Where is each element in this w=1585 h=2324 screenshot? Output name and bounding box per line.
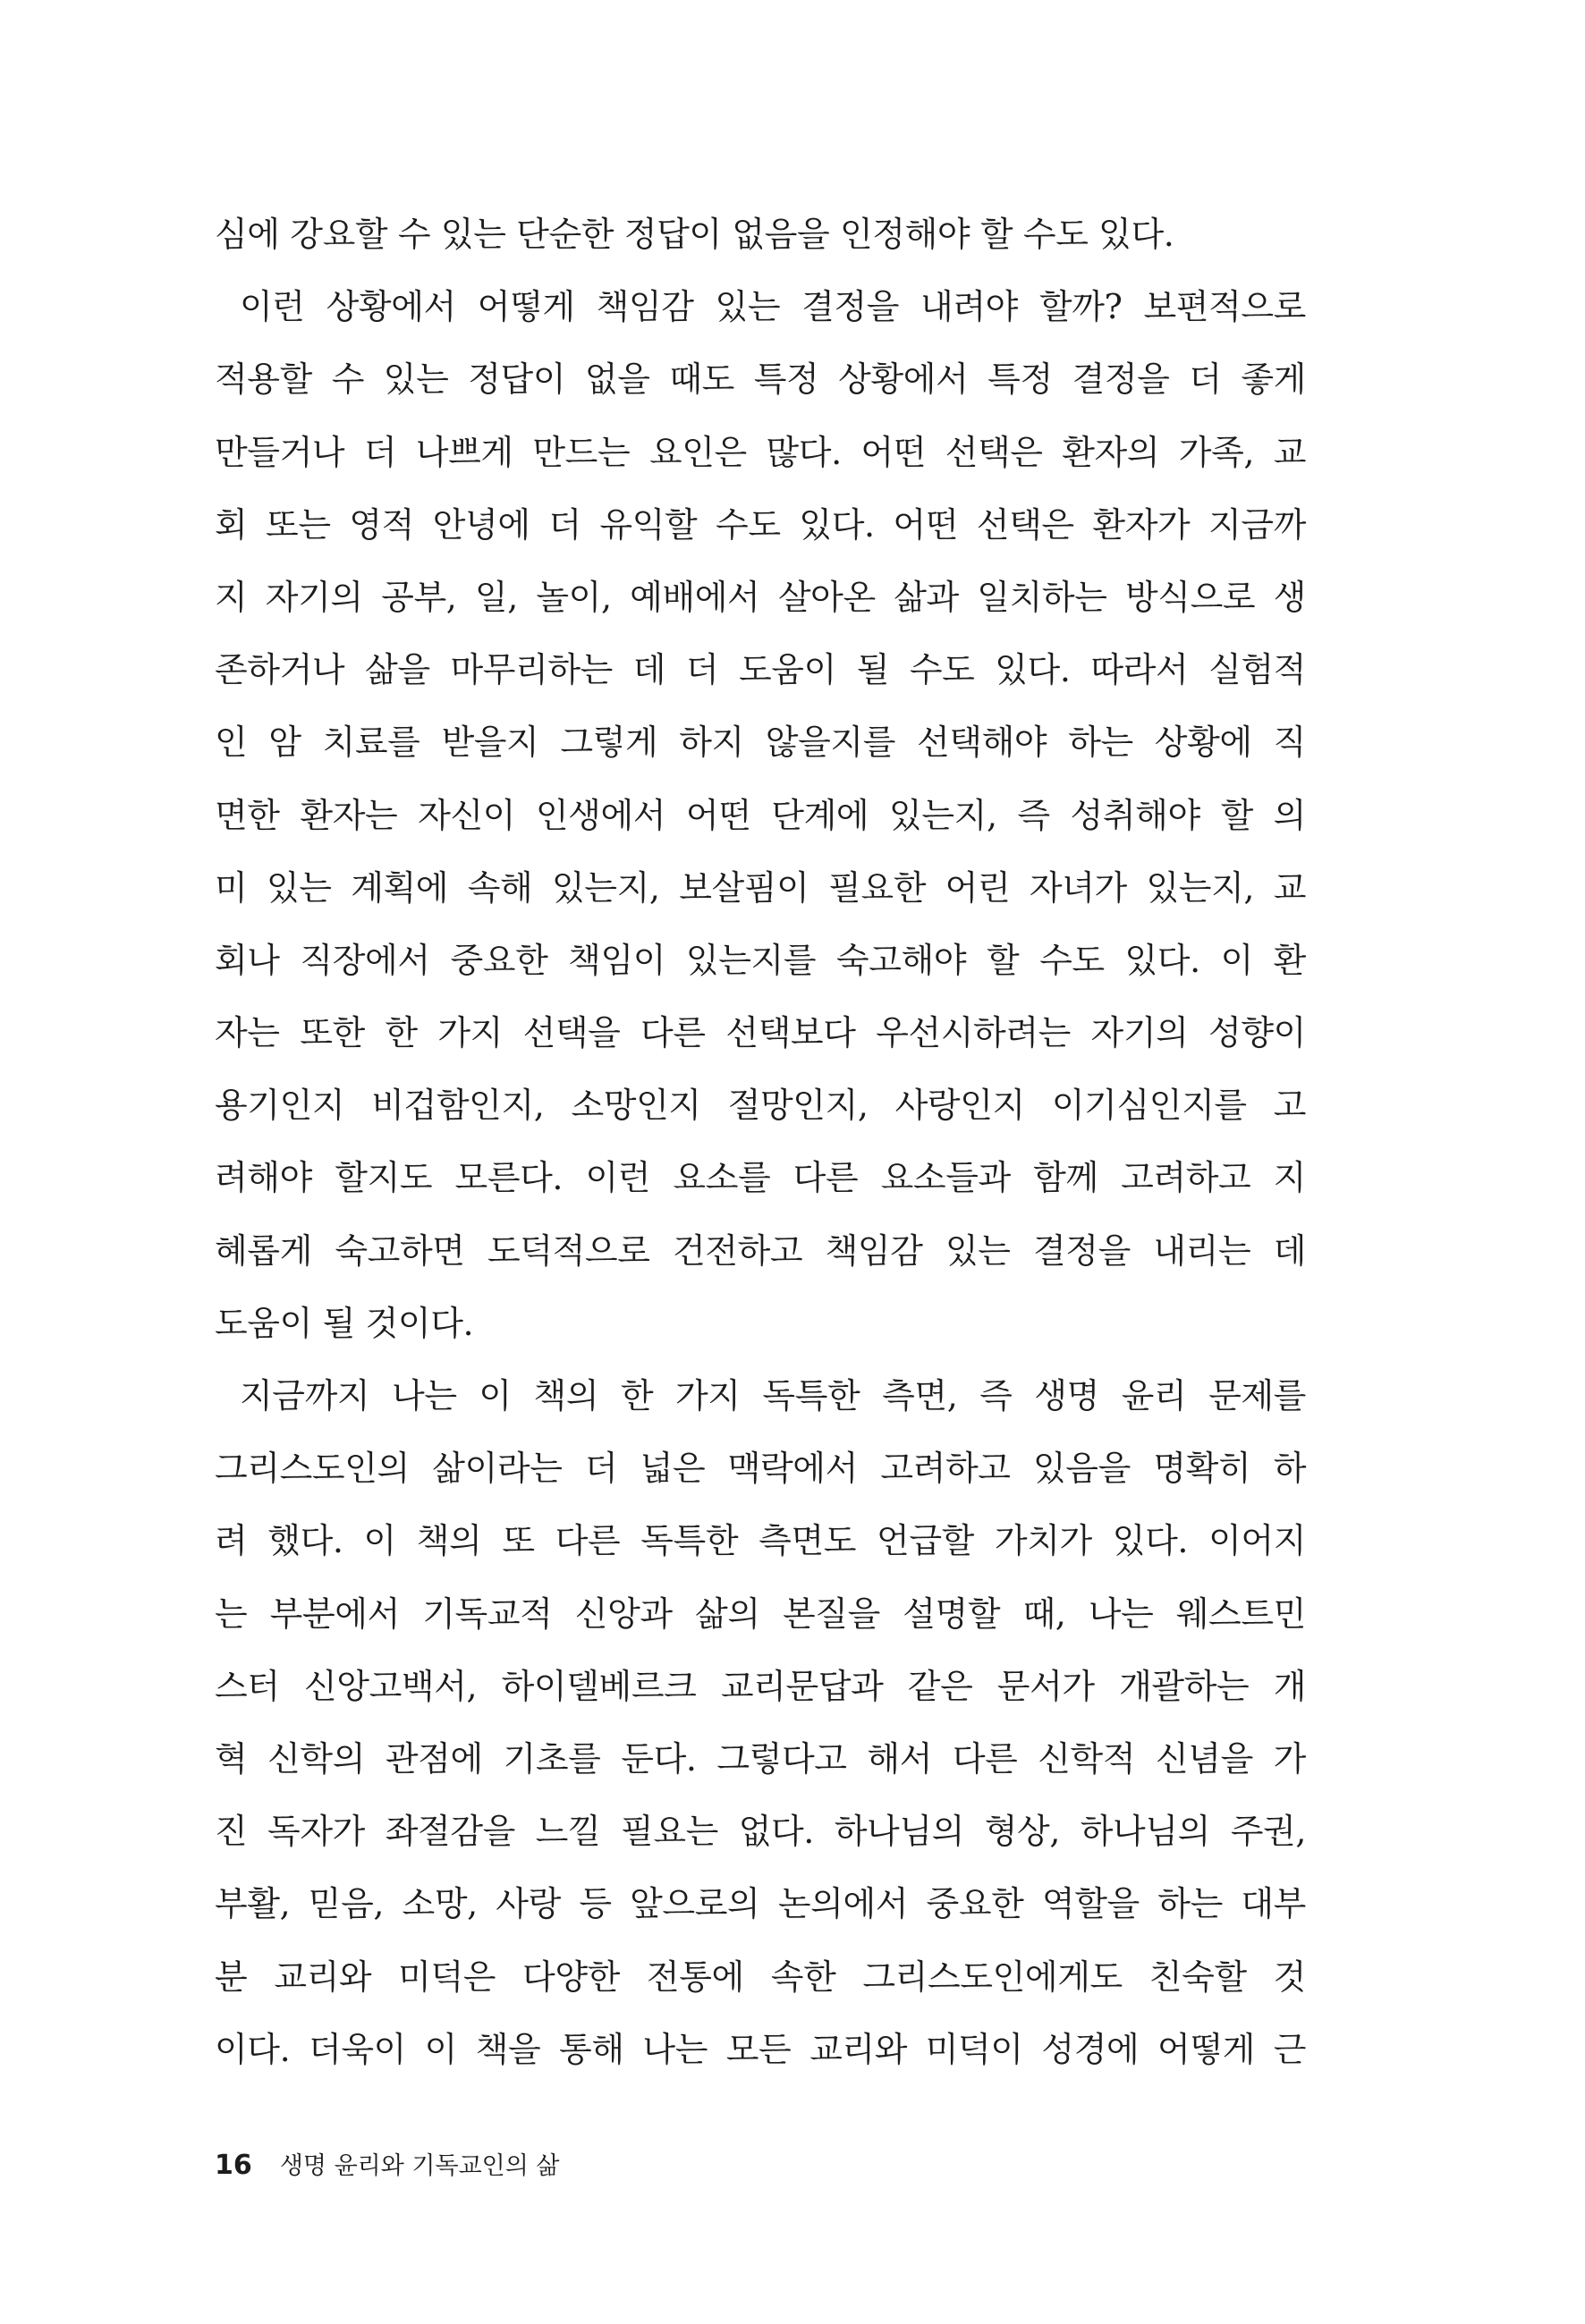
text-line: 혜롭게 숙고하면 도덕적으로 건전하고 책임감 있는 결정을 내리는 데 — [215, 1230, 1306, 1271]
text-line: 심에 강요할 수 있는 단순한 정답이 없음을 인정해야 할 수도 있다. — [215, 215, 1174, 254]
text-line: 미 있는 계획에 속해 있는지, 보살핌이 필요한 어린 자녀가 있는지, 교 — [215, 867, 1306, 908]
text-line: 려해야 할지도 모른다. 이런 요소를 다른 요소들과 함께 고려하고 지 — [215, 1158, 1306, 1198]
text-line: 존하거나 삶을 마무리하는 데 더 도움이 될 수도 있다. 따라서 실험적 — [215, 650, 1306, 690]
text-line: 이런 상황에서 어떻게 책임감 있는 결정을 내려야 할까? 보편적으로 — [240, 287, 1306, 327]
text-line: 만들거나 더 나쁘게 만드는 요인은 많다. 어떤 선택은 환자의 가족, 교 — [215, 432, 1306, 472]
text-line: 혁 신학의 관점에 기초를 둔다. 그렇다고 해서 다른 신학적 신념을 가 — [215, 1738, 1306, 1779]
text-line: 도움이 될 것이다. — [215, 1303, 474, 1343]
text-line: 자는 또한 한 가지 선택을 다른 선택보다 우선시하려는 자기의 성향이 — [215, 1013, 1306, 1053]
text-line: 회나 직장에서 중요한 책임이 있는지를 숙고해야 할 수도 있다. 이 환 — [215, 940, 1306, 980]
text-line: 인 암 치료를 받을지 그렇게 하지 않을지를 선택해야 하는 상황에 직 — [215, 723, 1306, 763]
text-line: 면한 환자는 자신이 인생에서 어떤 단계에 있는지, 즉 성취해야 할 의 — [215, 795, 1306, 835]
text-line: 지금까지 나는 이 책의 한 가지 독특한 측면, 즉 생명 윤리 문제를 — [240, 1376, 1306, 1416]
text-line: 적용할 수 있는 정답이 없을 때도 특정 상황에서 특정 결정을 더 좋게 — [215, 359, 1306, 400]
text-line: 스터 신앙고백서, 하이델베르크 교리문답과 같은 문서가 개괄하는 개 — [215, 1666, 1306, 1706]
page-number: 16 — [215, 2150, 252, 2181]
text-line: 부활, 믿음, 소망, 사랑 등 앞으로의 논의에서 중요한 역할을 하는 대부 — [215, 1884, 1306, 1924]
page-footer — [215, 2148, 560, 2184]
text-line: 그리스도인의 삶이라는 더 넓은 맥락에서 고려하고 있음을 명확히 하 — [215, 1449, 1306, 1489]
text-line: 회 또는 영적 안녕에 더 유익할 수도 있다. 어떤 선택은 환자가 지금까 — [215, 504, 1306, 545]
text-line: 진 독자가 좌절감을 느낄 필요는 없다. 하나님의 형상, 하나님의 주권, — [215, 1812, 1306, 1852]
text-line: 지 자기의 공부, 일, 놀이, 예배에서 살아온 삶과 일치하는 방식으로 생 — [215, 577, 1306, 617]
text-line: 이다. 더욱이 이 책을 통해 나는 모든 교리와 미덕이 성경에 어떻게 근 — [215, 2029, 1306, 2069]
text-line: 려 했다. 이 책의 또 다른 독특한 측면도 언급할 가치가 있다. 이어지 — [215, 1521, 1306, 1561]
text-line: 는 부분에서 기독교적 신앙과 삶의 본질을 설명할 때, 나는 웨스트민 — [215, 1593, 1306, 1634]
text-line: 분 교리와 미덕은 다양한 전통에 속한 그리스도인에게도 친숙할 것 — [215, 1956, 1306, 1997]
body-text — [215, 199, 1306, 2086]
running-title: 생명 윤리와 기독교인의 삶 — [279, 2152, 560, 2180]
text-line: 용기인지 비겁함인지, 소망인지 절망인지, 사랑인지 이기심인지를 고 — [215, 1086, 1306, 1126]
